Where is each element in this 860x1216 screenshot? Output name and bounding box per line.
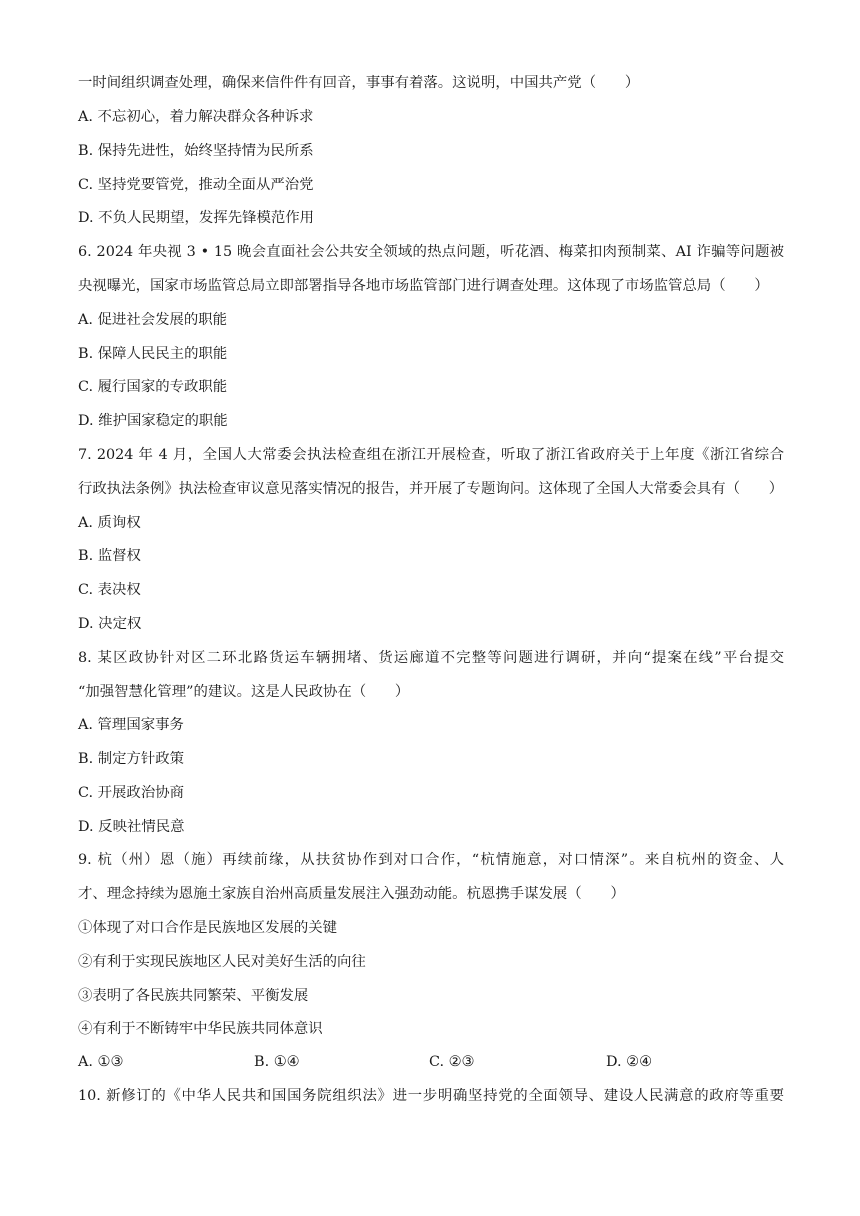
q7-stem-line1: 7. 2024 年 4 月，全国人大常委会执法检查组在浙江开展检查，听取了浙江省政府关于上年度《浙江省综合	[78, 447, 784, 463]
q8-stem-line1: 8. 某区政协针对区二环北路货运车辆拥堵、货运廊道不完整等问题进行调研，并向“提案在线”平台提交	[78, 650, 784, 666]
q8-option-b: B. 制定方针政策	[78, 751, 185, 767]
q7-stem-line2: 行政执法条例》执法检查审议意见落实情况的报告，并开展了专题询问。这体现了全国人大常委会具有（ ）	[78, 481, 784, 497]
q9-statement-4: ④有利于不断铸牢中华民族共同体意识	[78, 1021, 323, 1037]
q7-option-c: C. 表决权	[78, 582, 141, 598]
q10-stem-line1: 10. 新修订的《中华人民共和国国务院组织法》进一步明确坚持党的全面领导、建设人民满意的政府等重要	[78, 1088, 784, 1104]
q7-option-b: B. 监督权	[78, 548, 141, 564]
q7-option-d: D. 决定权	[78, 616, 142, 632]
q9-stem-line2: 才、理念持续为恩施土家族自治州高质量发展注入强劲动能。杭恩携手谋发展（ ）	[78, 886, 625, 902]
q9-stem-line1: 9. 杭（州）恩（施）再续前缘，从扶贫协作到对口合作，“杭情施意，对口情深”。来自杭州的资金、人	[78, 852, 784, 868]
q6-option-a: A. 促进社会发展的职能	[78, 312, 228, 328]
q9-statement-1: ①体现了对口合作是民族地区发展的关键	[78, 920, 338, 936]
q8-option-d: D. 反映社情民意	[78, 819, 185, 835]
q6-option-c: C. 履行国家的专政职能	[78, 379, 228, 395]
q6-stem-line2: 央视曝光，国家市场监管总局立即部署指导各地市场监管部门进行调查处理。这体现了市场监管总局（ ）	[78, 278, 769, 294]
q9-statement-3: ③表明了各民族共同繁荣、平衡发展	[78, 988, 309, 1004]
q5-option-d: D. 不负人民期望，发挥先锋模范作用	[78, 210, 315, 226]
q6-option-d: D. 维护国家稳定的职能	[78, 413, 228, 429]
q8-stem-line2: “加强智慧化管理”的建议。这是人民政协在（ ）	[78, 684, 410, 700]
q7-option-a: A. 质询权	[78, 515, 141, 531]
q5-option-a: A. 不忘初心，着力解决群众各种诉求	[78, 109, 314, 125]
q5-stem-continuation: 一时间组织调查处理，确保来信件件有回音，事事有着落。这说明，中国共产党（ ）	[78, 75, 640, 91]
q8-option-a: A. 管理国家事务	[78, 717, 184, 733]
q9-option-b: B. ①④	[254, 1054, 300, 1070]
q9-statement-2: ②有利于实现民族地区人民对美好生活的向往	[78, 954, 366, 970]
q5-option-c: C. 坚持党要管党，推动全面从严治党	[78, 177, 314, 193]
q9-option-a: A. ①③	[78, 1054, 124, 1070]
q6-stem-line1: 6. 2024 年央视 3 • 15 晚会直面社会公共安全领域的热点问题，听花酒、梅菜扣肉预制菜、AI 诈骗等问题被	[78, 244, 784, 260]
q9-option-c: C. ②③	[429, 1054, 475, 1070]
q6-option-b: B. 保障人民民主的职能	[78, 346, 228, 362]
q8-option-c: C. 开展政治协商	[78, 785, 184, 801]
q9-option-d: D. ②④	[606, 1054, 652, 1070]
q5-option-b: B. 保持先进性，始终坚持情为民所系	[78, 143, 314, 159]
